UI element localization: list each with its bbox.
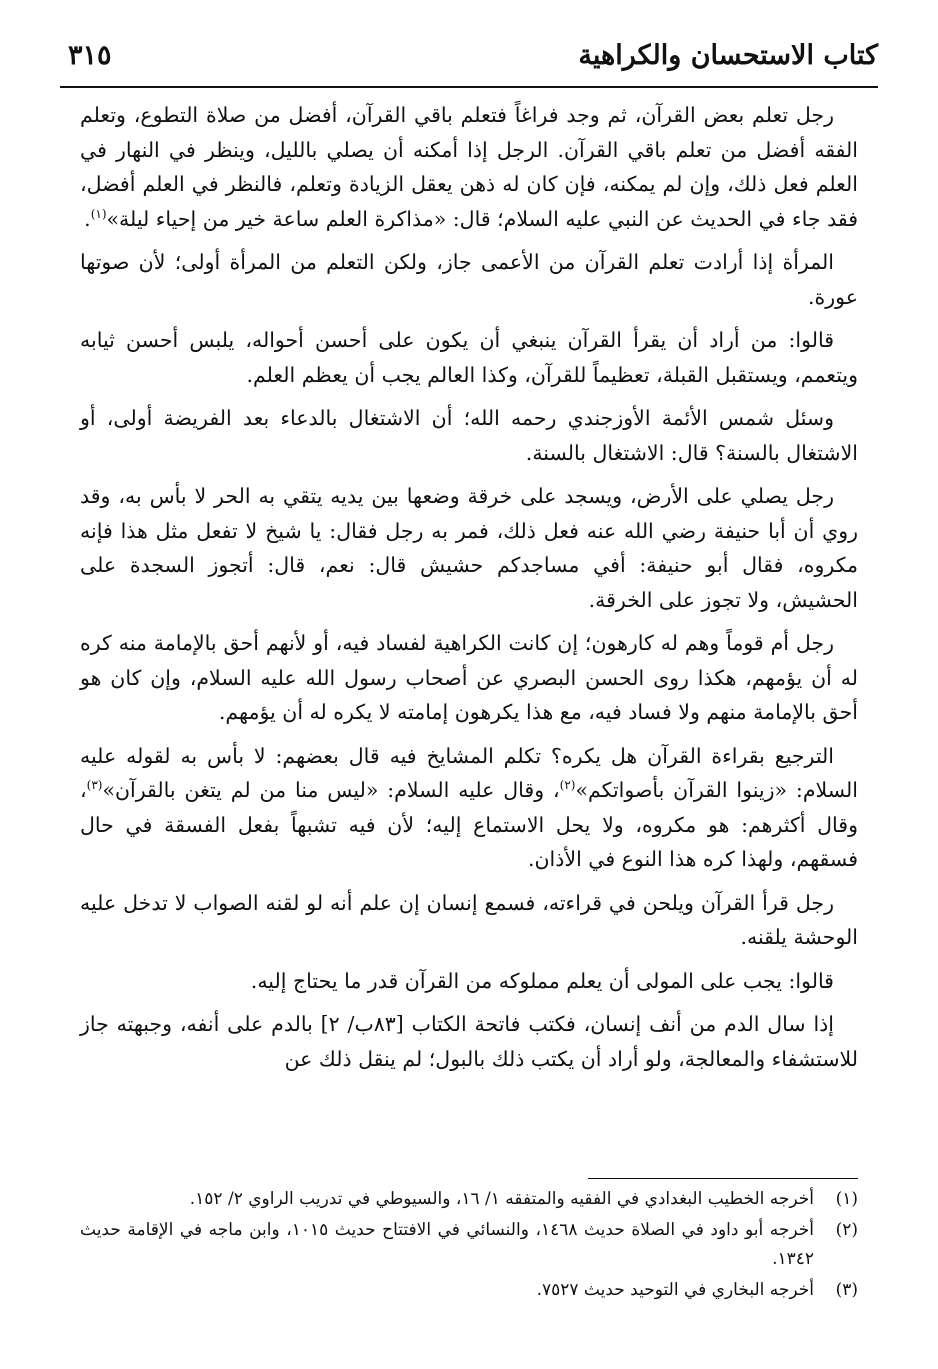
paragraph: رجل أم قوماً وهم له كارهون؛ إن كانت الكراهية لفساد فيه، أو لأنهم أحق بالإمامة منه كره له أن يؤمهم، هكذا روى الحسن البصري عن أصحاب رسول الله عليه السلام، وإن كان هو أحق بالإمامة منهم ولا فساد فيه، مع هذا يكرهون إمامته لا يكره له أن يؤمهم. bbox=[80, 631, 858, 724]
footnote-number: (٢) bbox=[835, 1220, 858, 1240]
footnote-text: أخرجه أبو داود في الصلاة حديث ١٤٦٨، والنسائي في الافتتاح حديث ١٠١٥، وابن ماجه في الإقامة حديث ١٣٤٢. bbox=[80, 1220, 814, 1269]
page-header bbox=[60, 38, 878, 88]
paragraph: رجل قرأ القرآن ويلحن في قراءته، فسمع إنسان إن علم أنه لو لقنه الصواب لا تدخل عليه الوحشة يلقنه. bbox=[80, 890, 858, 949]
paragraph: وسئل شمس الأئمة الأوزجندي رحمه الله؛ أن الاشتغال بالدعاء بعد الفريضة أولى، أو الاشتغال بالسنة؟ قال: الاشتغال بالسنة. bbox=[80, 406, 858, 465]
paragraph: رجل تعلم بعض القرآن، ثم وجد فراغاً فتعلم باقي القرآن، أفضل من صلاة التطوع، وتعلم الفقه أفضل من تعلم باقي القرآن. الرجل إذا أمكنه أن يصلي بالليل، وينظر في النهار في العلم فعل ذلك، وإن لم يمكنه، فإن كان له ذهن يعقل الزيادة وتعلم، فالنظر في العلم أفضل، فقد جاء في الحديث عن النبي عليه السلام؛ قال: «مذاكرة العلم ساعة خير من إحياء ليلة»$^{(١)}$. bbox=[80, 103, 858, 231]
footnote-text: أخرجه الخطيب البغدادي في الفقيه والمتفقه ١/ ١٦، والسيوطي في تدريب الراوي ٢/ ١٥٢. bbox=[189, 1189, 814, 1209]
paragraph: المرأة إذا أرادت تعلم القرآن من الأعمى جاز، ولكن التعلم من المرأة أولى؛ لأن صوتها عورة. bbox=[80, 250, 858, 309]
footnote-number: (١) bbox=[835, 1189, 858, 1209]
footnote-ref[interactable]: (١) bbox=[90, 206, 107, 221]
footnote bbox=[80, 1276, 858, 1305]
paragraph: رجل يصلي على الأرض، ويسجد على خرقة وضعها بين يديه يتقي به الحر لا بأس به، وقد روي أن أبا حنيفة رضي الله عنه فعل ذلك، فمر به رجل فقال: يا شيخ لا تفعل مثل هذا فإنه مكروه، فقال أبو حنيفة: أفي مساجدكم حشيش قال: نعم، قال: أتجوز السجدة على الحشيش، ولا تجوز على الخرقة. bbox=[80, 484, 858, 612]
paragraph: الترجيع بقراءة القرآن هل يكره؟ تكلم المشايخ فيه قال بعضهم: لا بأس به لقوله عليه السلام: «زينوا القرآن بأصواتكم»$^{(٢)}$، وقال عليه السلام: «ليس منا من لم يتغن بالقرآن»$^{(٣)}$، وقال أكثرهم: هو مكروه، ولا يحل الاستماع إليه؛ لأن فيه تشبهاً بفعل الفسقة في حال فسقهم، ولهذا كره هذا النوع في الأذان. bbox=[80, 743, 858, 871]
paragraph: قالوا: من أراد أن يقرأ القرآن ينبغي أن يكون على أحسن أحواله، يلبس أحسن ثيابه ويتعمم، ويستقبل القبلة، تعظيماً للقرآن، وكذا العالم يجب أن يعظم العلم. bbox=[80, 328, 858, 387]
footnote-ref[interactable]: (٢) bbox=[559, 778, 576, 793]
page-number: ٣١٥ bbox=[68, 40, 112, 71]
footnotes bbox=[80, 1185, 858, 1307]
paragraph: قالوا: يجب على المولى أن يعلم مملوكه من القرآن قدر ما يحتاج إليه. bbox=[250, 968, 834, 993]
footnote bbox=[80, 1185, 858, 1214]
footnote-ref[interactable]: (٣) bbox=[86, 778, 103, 793]
footnote-separator bbox=[588, 1178, 858, 1179]
main-text bbox=[80, 98, 858, 1085]
footnote-text: أخرجه البخاري في التوحيد حديث ٧٥٢٧. bbox=[536, 1280, 814, 1300]
footnote bbox=[80, 1216, 858, 1274]
paragraph: إذا سال الدم من أنف إنسان، فكتب فاتحة الكتاب [٨٣ب/ ٢] بالدم على أنفه، وجبهته جاز للاستشفاء والمعالجة، ولو أراد أن يكتب ذلك بالبول؛ لم ينقل ذلك عن bbox=[80, 1012, 858, 1071]
chapter-title: كتاب الاستحسان والكراهية bbox=[578, 40, 878, 71]
footnote-number: (٣) bbox=[835, 1280, 858, 1300]
